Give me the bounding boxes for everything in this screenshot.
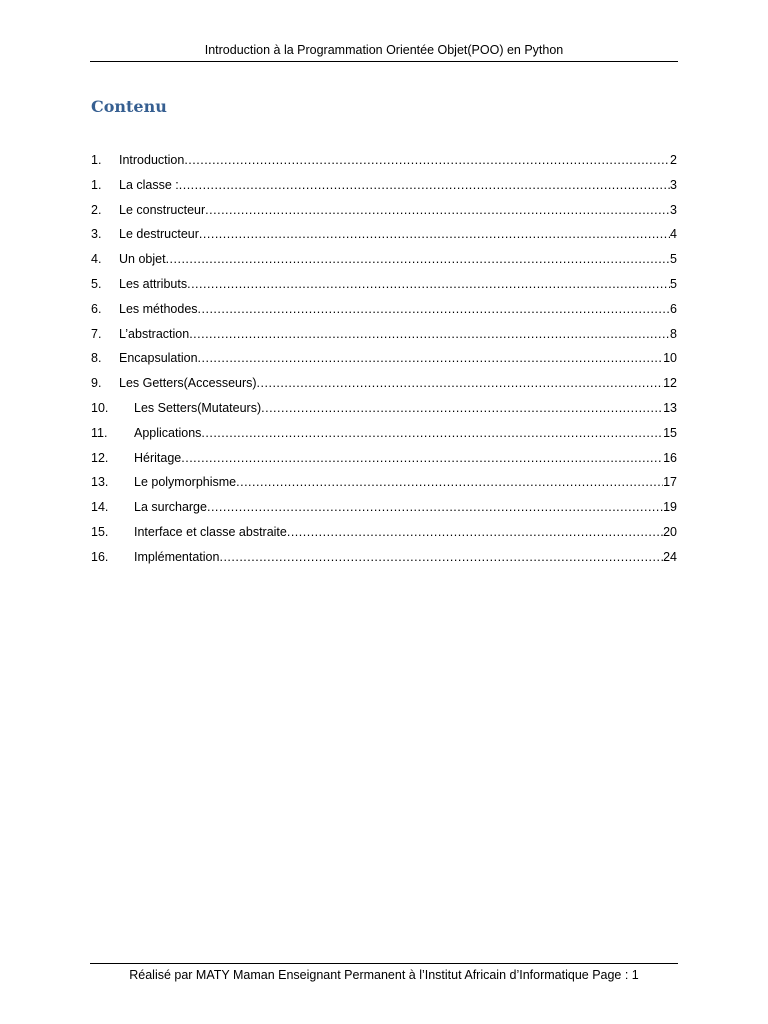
toc-dot-leader (201, 421, 663, 446)
toc-dot-leader (198, 297, 671, 322)
table-of-contents (91, 148, 677, 570)
toc-entry-number: 5. (91, 276, 102, 291)
page-footer (90, 963, 678, 984)
toc-entry-page: 19 (663, 500, 677, 515)
toc-entry[interactable] (91, 272, 677, 297)
toc-entry[interactable] (91, 322, 677, 347)
toc-entry[interactable] (91, 446, 677, 471)
toc-entry-number: 13. (91, 475, 109, 490)
toc-entry[interactable] (91, 222, 677, 247)
toc-dot-leader (166, 247, 670, 272)
toc-entry-number: 10. (91, 400, 109, 415)
toc-entry[interactable] (91, 297, 677, 322)
toc-entry-page: 13 (663, 400, 677, 415)
toc-entry-page: 6 (670, 301, 677, 316)
toc-entry-number: 1. (91, 153, 102, 167)
toc-entry-number: 2. (91, 202, 102, 217)
toc-dot-leader (198, 346, 664, 371)
toc-entry-label: Implémentation (134, 549, 220, 564)
toc-entry-page: 24 (663, 549, 677, 564)
toc-entry-page: 12 (663, 376, 677, 391)
toc-dot-leader (187, 272, 670, 297)
toc-entry-number: 16. (91, 549, 109, 564)
toc-entry-page: 5 (670, 276, 677, 291)
toc-entry-number: 8. (91, 351, 102, 366)
toc-entry-label: Interface et classe abstraite (134, 524, 287, 539)
toc-dot-leader (261, 396, 663, 421)
toc-dot-leader (207, 495, 663, 520)
toc-entry-label: Les méthodes (119, 301, 198, 316)
toc-entry-label: Un objet (119, 252, 166, 267)
toc-entry-label: Les Getters(Accesseurs) (119, 376, 257, 391)
toc-dot-leader (179, 173, 670, 198)
toc-entry-page: 15 (663, 425, 677, 440)
toc-entry-number: 14. (91, 500, 109, 515)
toc-entry-label: Les Setters(Mutateurs) (134, 400, 262, 415)
toc-heading: Contenu (91, 97, 167, 116)
page-header (90, 40, 678, 62)
toc-entry[interactable] (91, 545, 677, 570)
toc-entry-page: 5 (670, 252, 677, 267)
toc-entry[interactable] (91, 247, 677, 272)
toc-entry-page: 17 (663, 475, 677, 490)
toc-entry[interactable] (91, 371, 677, 396)
footer-text: Réalisé par MATY Maman Enseignant Permanent à l’Institut Africain d’Informatique Page : 1 (129, 968, 639, 982)
toc-entry-label: Applications (134, 425, 202, 440)
toc-entry-label: Héritage (134, 450, 182, 465)
toc-dot-leader (205, 198, 670, 223)
toc-entry[interactable] (91, 346, 677, 371)
toc-entry-label: Le polymorphisme (134, 475, 237, 490)
toc-entry-number: 6. (91, 301, 102, 316)
toc-entry-number: 9. (91, 376, 102, 391)
toc-entry-label: Encapsulation (119, 351, 198, 366)
toc-entry[interactable] (91, 396, 677, 421)
toc-entry-number: 4. (91, 252, 102, 267)
toc-entry-number: 3. (91, 227, 102, 242)
toc-entry-number: 11. (91, 425, 108, 440)
toc-entry-label: Les attributs (119, 276, 188, 291)
toc-entry-page: 20 (663, 524, 677, 539)
toc-entry-page: 3 (670, 202, 677, 217)
toc-dot-leader (219, 545, 663, 570)
toc-entry-page: 10 (663, 351, 677, 366)
toc-entry-number: 12. (91, 450, 109, 465)
toc-entry[interactable] (91, 421, 677, 446)
toc-entry-page: 4 (670, 227, 677, 242)
toc-dot-leader (199, 222, 670, 247)
toc-entry-number: 7. (91, 326, 102, 341)
toc-entry-page: 2 (670, 153, 677, 167)
toc-entry-page: 16 (663, 450, 677, 465)
toc-entry[interactable] (91, 198, 677, 223)
toc-entry-label: Le constructeur (119, 202, 206, 217)
toc-dot-leader (287, 520, 663, 545)
toc-entry-label: Le destructeur (119, 227, 199, 242)
toc-entry-label: L’abstraction (119, 326, 190, 341)
toc-entry[interactable] (91, 470, 677, 495)
toc-entry[interactable] (91, 173, 677, 198)
toc-entry-label: La classe : (119, 177, 179, 192)
toc-dot-leader (236, 470, 663, 495)
toc-entry-number: 15. (91, 524, 109, 539)
toc-entry[interactable] (91, 520, 677, 545)
toc-dot-leader (184, 148, 670, 173)
toc-dot-leader (189, 322, 670, 347)
toc-entry-label: Introduction (119, 153, 185, 167)
toc-entry-label: La surcharge (134, 500, 207, 515)
toc-entry-page: 8 (670, 326, 677, 341)
toc-entry-number: 1. (91, 177, 102, 192)
toc-entry[interactable] (91, 495, 677, 520)
toc-dot-leader (181, 446, 663, 471)
header-title: Introduction à la Programmation Orientée Objet(POO) en Python (204, 43, 564, 57)
toc-entry-page: 3 (670, 177, 677, 192)
toc-dot-leader (257, 371, 664, 396)
toc-entry[interactable] (91, 148, 677, 173)
